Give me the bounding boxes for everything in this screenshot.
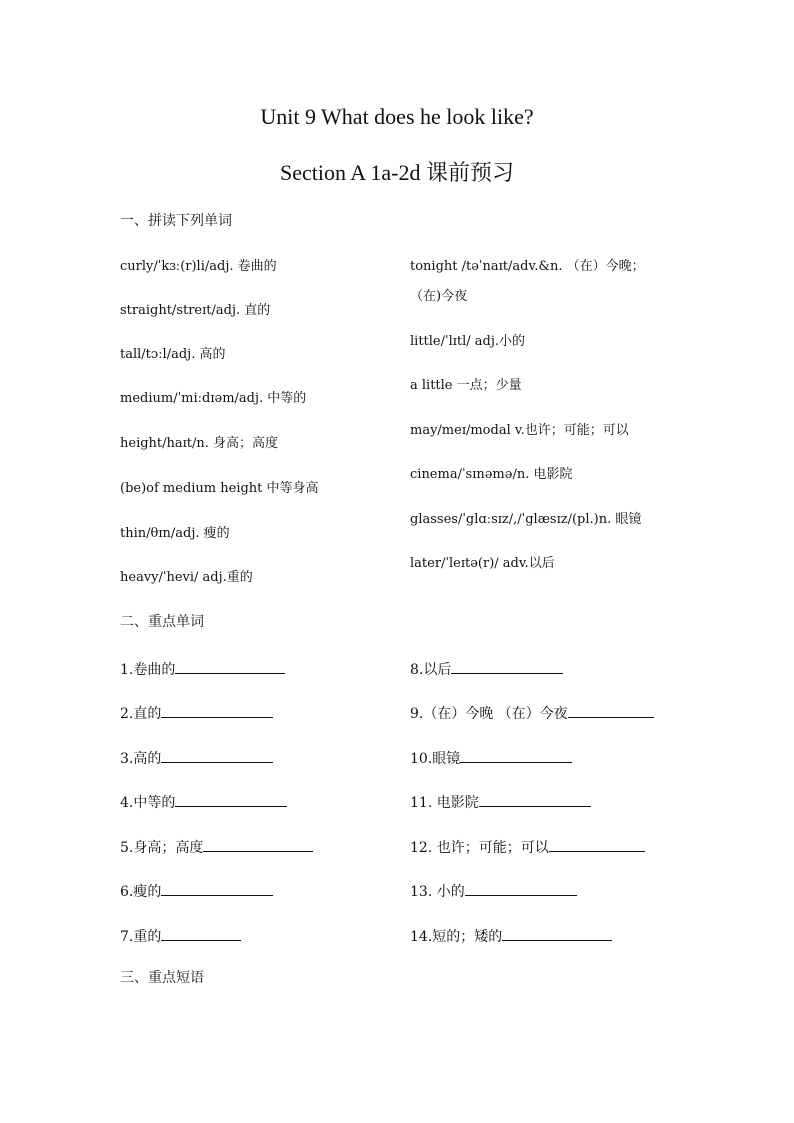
- page-subtitle: Section A 1a-2d 课前预习: [279, 160, 515, 185]
- exercise-prompt: 3.高的: [120, 751, 162, 767]
- section-heading-1: 一、拼读下列单词: [120, 213, 232, 229]
- exercise-prompt: 7.重的: [120, 929, 162, 945]
- exercise-item: [120, 704, 273, 721]
- answer-blank[interactable]: [175, 660, 285, 674]
- answer-blank[interactable]: [460, 749, 572, 763]
- exercise-prompt: 2.直的: [120, 706, 162, 722]
- exercise-prompt: 12. 也许；可能；可以: [410, 840, 549, 856]
- vocab-item: tonight /təˈnaɪt/adv.&n. （在）今晚；: [410, 259, 645, 274]
- vocab-item: heavy/ˈhevi/ adj.重的: [120, 570, 253, 585]
- section-heading-3: 三、重点短语: [120, 970, 204, 986]
- exercise-prompt: 8.以后: [410, 662, 452, 678]
- exercise-item: [120, 660, 285, 677]
- answer-blank[interactable]: [479, 793, 591, 807]
- answer-blank[interactable]: [161, 882, 273, 896]
- answer-blank[interactable]: [161, 704, 273, 718]
- answer-blank[interactable]: [502, 927, 612, 941]
- vocab-item: may/meɪ/modal v.也许；可能；可以: [410, 423, 629, 438]
- vocab-item: tall/tɔːl/adj. 高的: [120, 347, 226, 362]
- exercise-item: [410, 927, 612, 944]
- exercise-prompt: 4.中等的: [120, 795, 176, 811]
- exercise-item: [120, 749, 273, 766]
- vocab-item: (be)of medium height 中等身高: [120, 481, 319, 496]
- answer-blank[interactable]: [203, 838, 313, 852]
- exercise-item: [120, 882, 273, 899]
- answer-blank[interactable]: [161, 927, 241, 941]
- exercise-prompt: 1.卷曲的: [120, 662, 176, 678]
- exercise-item: [120, 927, 241, 944]
- exercise-item: [120, 838, 313, 855]
- vocab-item: little/ˈlɪtl/ adj.小的: [410, 334, 526, 349]
- exercise-prompt: 14.短的；矮的: [410, 929, 503, 945]
- answer-blank[interactable]: [465, 882, 577, 896]
- vocab-item: glasses/ˈglɑːsɪz/,/ˈglæsɪz/(pl.)n. 眼镜: [410, 512, 642, 527]
- exercise-prompt: 10.眼镜: [410, 751, 461, 767]
- vocab-item: thin/θɪn/adj. 瘦的: [120, 526, 230, 541]
- exercise-item: [410, 793, 591, 810]
- exercise-prompt: 6.瘦的: [120, 884, 162, 900]
- exercise-prompt: 13. 小的: [410, 884, 465, 900]
- answer-blank[interactable]: [568, 704, 654, 718]
- exercise-item: [410, 749, 572, 766]
- vocab-item: height/haɪt/n. 身高；高度: [120, 436, 279, 451]
- answer-blank[interactable]: [549, 838, 645, 852]
- vocab-item: a little 一点；少量: [410, 378, 522, 393]
- exercise-prompt: 9.（在）今晚 （在）今夜: [410, 706, 568, 722]
- vocab-item: medium/ˈmiːdɪəm/adj. 中等的: [120, 391, 307, 406]
- exercise-item: [120, 793, 287, 810]
- exercise-item: [410, 704, 654, 721]
- page-title: Unit 9 What does he look like?: [260, 104, 534, 129]
- answer-blank[interactable]: [161, 749, 273, 763]
- vocab-item: later/ˈleɪtə(r)/ adv.以后: [410, 556, 555, 571]
- exercise-item: [410, 838, 645, 855]
- vocab-item: straight/streɪt/adj. 直的: [120, 303, 271, 318]
- answer-blank[interactable]: [451, 660, 563, 674]
- answer-blank[interactable]: [175, 793, 287, 807]
- vocab-item: cinema/ˈsɪnəmə/n. 电影院: [410, 467, 573, 482]
- vocab-item: curly/ˈkɜː(r)li/adj. 卷曲的: [120, 259, 277, 274]
- exercise-item: [410, 660, 563, 677]
- exercise-prompt: 5.身高；高度: [120, 840, 204, 856]
- exercise-prompt: 11. 电影院: [410, 795, 479, 811]
- section-heading-2: 二、重点单词: [120, 614, 204, 630]
- exercise-item: [410, 882, 577, 899]
- vocab-item: （在)今夜: [410, 289, 468, 304]
